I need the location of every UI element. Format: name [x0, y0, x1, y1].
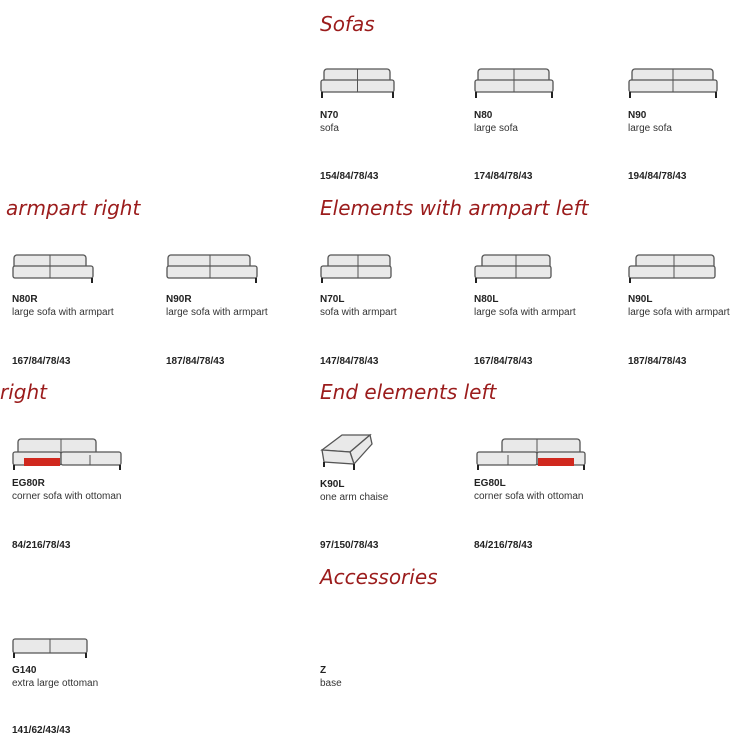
product-description: large sofa with armpart: [628, 307, 730, 318]
product-N70: [320, 66, 460, 182]
product-description: large sofa with armpart: [12, 307, 114, 318]
product-dimensions: 167/84/78/43: [474, 356, 533, 367]
product-dimensions: 194/84/78/43: [628, 171, 687, 182]
product-code: N80L: [474, 294, 499, 305]
product-description: large sofa with armpart: [166, 307, 268, 318]
heading-end-right: right: [0, 380, 47, 404]
heading-end-left: End elements left: [320, 380, 497, 404]
product-code: EG80L: [474, 478, 506, 489]
ottoman-G140-icon: [12, 636, 88, 660]
sofa-EG80L-icon: [474, 436, 586, 472]
sofa-N90-icon: [628, 66, 718, 100]
product-dimensions: 84/216/78/43: [12, 540, 71, 551]
product-description: base: [320, 678, 342, 689]
product-description: sofa: [320, 123, 339, 134]
sofa-N90L-icon: [628, 252, 716, 284]
heading-armpart-right: armpart right: [6, 196, 141, 220]
product-EG80R: [12, 436, 152, 551]
product-G140: [12, 636, 152, 736]
product-dimensions: 141/62/43/43: [12, 725, 71, 736]
product-N80R: [12, 252, 152, 367]
product-dimensions: 147/84/78/43: [320, 356, 379, 367]
sofa-N70L-icon: [320, 252, 392, 284]
product-code: N80: [474, 110, 493, 121]
product-N90R: [166, 252, 306, 367]
product-description: large sofa with armpart: [474, 307, 576, 318]
product-dimensions: 174/84/78/43: [474, 171, 533, 182]
product-code: N70L: [320, 294, 345, 305]
heading-armpart-left: Elements with armpart left: [320, 196, 589, 220]
product-Z: [320, 664, 460, 691]
product-code: N90L: [628, 294, 653, 305]
product-dimensions: 154/84/78/43: [320, 171, 379, 182]
product-code: N90: [628, 110, 647, 121]
product-code: N90R: [166, 294, 192, 305]
product-code: N80R: [12, 294, 38, 305]
product-K90L: [320, 432, 460, 551]
product-dimensions: 187/84/78/43: [628, 356, 687, 367]
product-dimensions: 187/84/78/43: [166, 356, 225, 367]
product-dimensions: 84/216/78/43: [474, 540, 533, 551]
product-N90L: [628, 252, 750, 367]
product-N80: [474, 66, 614, 182]
sofa-N70-icon: [320, 66, 395, 100]
product-N80L: [474, 252, 614, 367]
product-description: extra large ottoman: [12, 678, 99, 689]
heading-sofas: Sofas: [320, 12, 375, 36]
product-description: corner sofa with ottoman: [12, 491, 122, 502]
product-EG80L: [474, 436, 614, 551]
product-description: sofa with armpart: [320, 307, 397, 318]
sofa-N80-icon: [474, 66, 554, 100]
product-description: one arm chaise: [320, 492, 389, 503]
product-description: large sofa: [628, 123, 672, 134]
product-dimensions: 167/84/78/43: [12, 356, 71, 367]
sofa-N90R-icon: [166, 252, 258, 284]
sofa-N80L-icon: [474, 252, 552, 284]
sofa-K90L-icon: [320, 432, 376, 476]
product-code: EG80R: [12, 478, 45, 489]
product-N90: [628, 66, 750, 182]
product-code: N70: [320, 110, 339, 121]
sofa-EG80R-icon: [12, 436, 124, 472]
heading-accessories: Accessories: [320, 565, 438, 589]
product-description: large sofa: [474, 123, 518, 134]
product-N70L: [320, 252, 460, 367]
product-code: Z: [320, 665, 327, 676]
product-code: G140: [12, 665, 37, 676]
product-description: corner sofa with ottoman: [474, 491, 584, 502]
product-dimensions: 97/150/78/43: [320, 540, 379, 551]
sofa-N80R-icon: [12, 252, 94, 284]
product-code: K90L: [320, 479, 345, 490]
